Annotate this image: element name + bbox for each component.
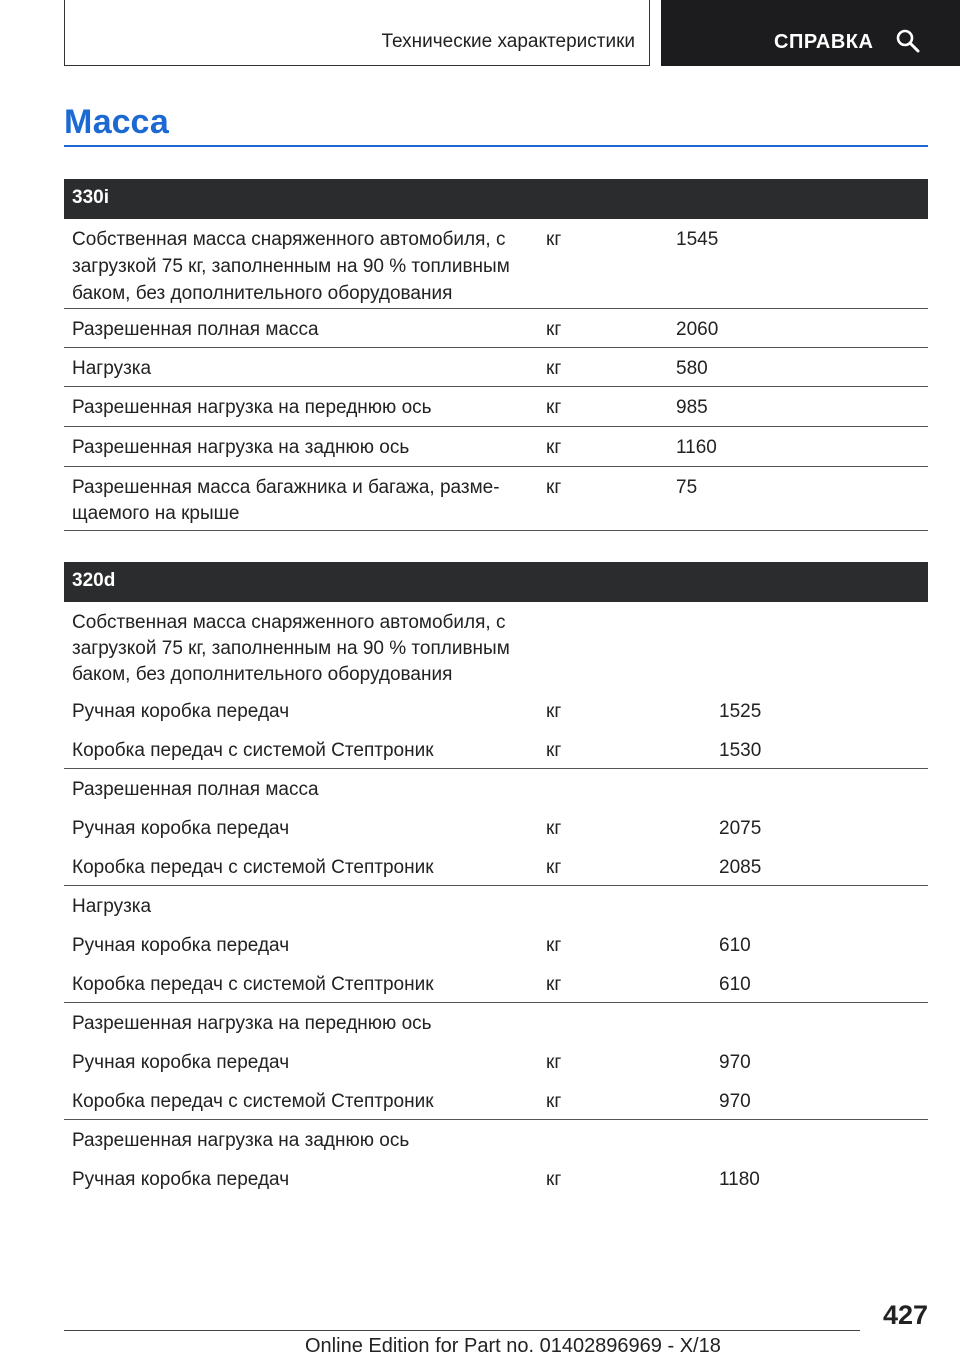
row-unit: кг xyxy=(546,437,562,458)
row-unit: кг xyxy=(546,1052,562,1073)
group-title: Собственная масса снаряженного автомобиля, с xyxy=(72,612,506,633)
row-value: 970 xyxy=(719,1052,751,1073)
row-value: 2085 xyxy=(719,857,762,878)
row-label: Ручная коробка передач xyxy=(72,935,290,956)
row-value: 1525 xyxy=(719,701,762,722)
row-label: Нагрузка xyxy=(72,358,152,379)
row-divider xyxy=(64,1119,928,1120)
row-label: Разрешенная нагрузка на заднюю ось xyxy=(72,437,410,458)
row-value: 1180 xyxy=(719,1169,760,1190)
row-label: Разрешенная нагрузка на переднюю ось xyxy=(72,397,432,418)
row-unit: кг xyxy=(546,857,562,878)
row-unit: кг xyxy=(546,477,562,498)
row-divider xyxy=(64,768,928,769)
search-icon[interactable] xyxy=(895,28,921,54)
row-label: Ручная коробка передач xyxy=(72,1169,290,1190)
section-header-320d: 320d xyxy=(64,562,928,602)
group-title: Нагрузка xyxy=(72,896,152,917)
row-label: Коробка передач с системой Стептроник xyxy=(72,740,434,761)
row-divider xyxy=(64,1002,928,1003)
row-divider xyxy=(64,308,928,309)
row-value: 970 xyxy=(719,1091,751,1112)
help-tab[interactable] xyxy=(661,0,960,66)
group-title: Разрешенная нагрузка на заднюю ось xyxy=(72,1130,410,1151)
section-tab[interactable] xyxy=(64,0,650,66)
group-title: загрузкой 75 кг, заполненным на 90 % топливным xyxy=(72,638,510,659)
row-label: загрузкой 75 кг, заполненным на 90 % топливным xyxy=(72,256,510,277)
row-divider xyxy=(64,466,928,467)
row-label: Коробка передач с системой Стептроник xyxy=(72,1091,434,1112)
row-unit: кг xyxy=(546,701,562,722)
row-unit: кг xyxy=(546,1169,562,1190)
row-divider xyxy=(64,426,928,427)
title-divider xyxy=(64,145,928,147)
row-unit: кг xyxy=(546,935,562,956)
row-label: Коробка передач с системой Стептроник xyxy=(72,857,434,878)
row-divider xyxy=(64,530,928,531)
help-tab-label: СПРАВКА xyxy=(774,31,874,53)
row-label: Разрешенная полная масса xyxy=(72,319,319,340)
page-title: Масса xyxy=(64,103,169,141)
row-label: баком, без дополнительного оборудования xyxy=(72,283,453,304)
row-value: 610 xyxy=(719,974,751,995)
row-value: 1545 xyxy=(676,229,719,250)
group-title: Разрешенная нагрузка на переднюю ось xyxy=(72,1013,432,1034)
group-title: Разрешенная полная масса xyxy=(72,779,319,800)
row-unit: кг xyxy=(546,740,562,761)
page-number: 427 xyxy=(882,1300,928,1330)
row-value: 1160 xyxy=(676,437,717,458)
edition-footer: Online Edition for Part no. 01402896969 - X/18 xyxy=(305,1335,721,1357)
row-value: 580 xyxy=(676,358,708,379)
row-label: Собственная масса снаряженного автомобиля, с xyxy=(72,229,506,250)
row-value: 610 xyxy=(719,935,751,956)
row-value: 2075 xyxy=(719,818,762,839)
row-unit: кг xyxy=(546,319,562,340)
row-divider xyxy=(64,386,928,387)
row-label: Коробка передач с системой Стептроник xyxy=(72,974,434,995)
row-unit: кг xyxy=(546,974,562,995)
row-label: щаемого на крыше xyxy=(72,503,240,524)
row-value: 985 xyxy=(676,397,708,418)
row-unit: кг xyxy=(546,818,562,839)
row-label: Разрешенная масса багажника и багажа, разме- xyxy=(72,477,500,498)
group-title: баком, без дополнительного оборудования xyxy=(72,664,453,685)
row-unit: кг xyxy=(546,229,562,250)
section-header-330i: 330i xyxy=(64,179,928,219)
row-label: Ручная коробка передач xyxy=(72,818,290,839)
row-label: Ручная коробка передач xyxy=(72,1052,290,1073)
row-unit: кг xyxy=(546,1091,562,1112)
row-unit: кг xyxy=(546,358,562,379)
row-value: 2060 xyxy=(676,319,719,340)
row-divider xyxy=(64,885,928,886)
row-value: 75 xyxy=(676,477,698,498)
row-unit: кг xyxy=(546,397,562,418)
row-divider xyxy=(64,347,928,348)
section-tab-label: Технические характеристики xyxy=(381,31,635,52)
row-label: Ручная коробка передач xyxy=(72,701,290,722)
row-value: 1530 xyxy=(719,740,762,761)
footer-divider xyxy=(64,1330,860,1331)
